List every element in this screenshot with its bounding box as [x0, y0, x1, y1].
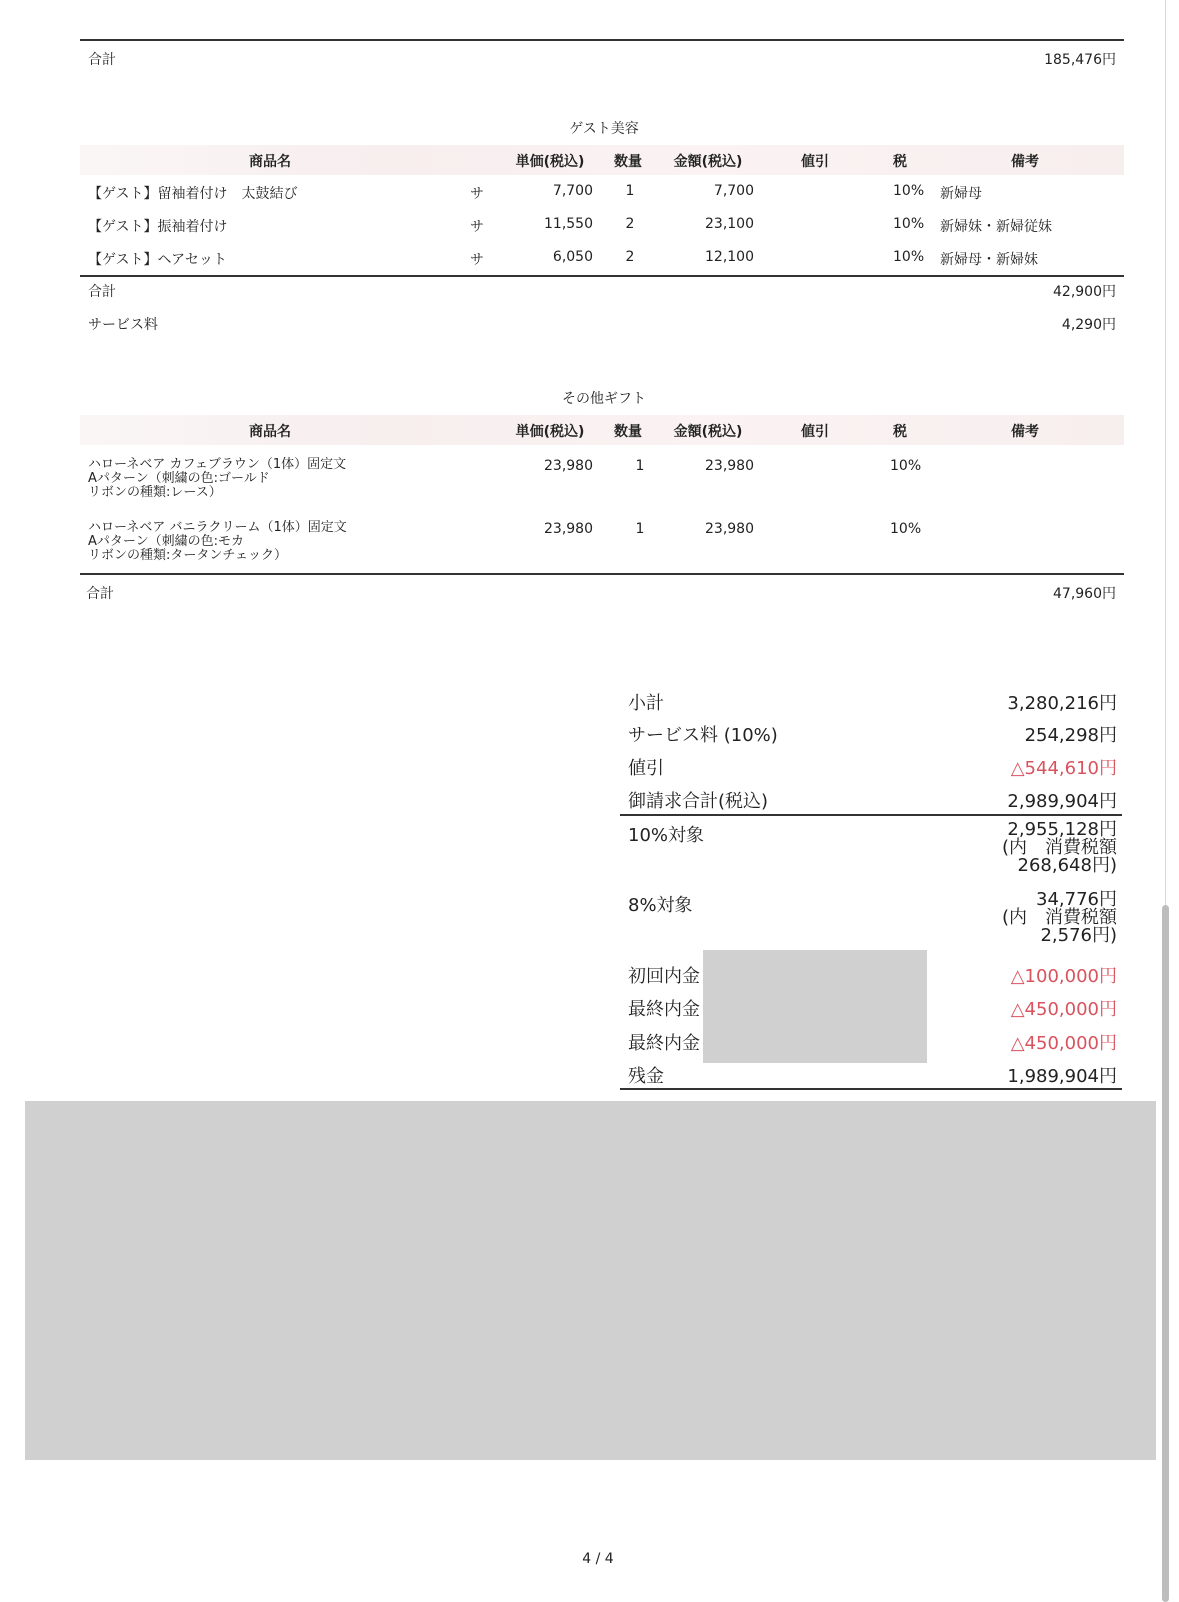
item-name-line1: ハローネベア バニラクリーム（1体）固定文 [88, 520, 347, 535]
item-note: 新婦妹・新婦従妹 [940, 219, 1052, 235]
col-header-unit: 単価(税込) [515, 154, 585, 170]
guest-beauty-service-value: 4,290円 [1061, 317, 1116, 333]
col-header-amount: 金額(税込) [673, 154, 743, 170]
item-qty: 1 [635, 521, 645, 537]
deposit-final-label: 最終内金 [628, 999, 700, 1020]
other-gifts-total-value: 47,960円 [1053, 586, 1116, 602]
item-name-line2: Aパターン（刺繍の色:ゴールド [88, 471, 270, 486]
guest-beauty-total-label: 合計 [88, 284, 116, 300]
tax10-tax-line2: 268,648円) [1017, 855, 1117, 876]
service-charge-label: サービス料 (10%) [628, 725, 778, 746]
divider [620, 1088, 1122, 1090]
item-name: 【ゲスト】ヘアセット [88, 252, 227, 268]
deposit-final-value: △450,000円 [1010, 999, 1117, 1020]
item-amount: 23,980 [705, 458, 754, 474]
subtotal-label: 小計 [628, 693, 664, 714]
tax8-tax-line2: 2,576円) [1040, 925, 1117, 946]
item-name-line3: リボンの種類:タータンチェック） [88, 548, 287, 563]
item-name: 【ゲスト】留袖着付け 太鼓結び [88, 186, 298, 202]
balance-label: 残金 [628, 1066, 664, 1087]
divider [80, 275, 1124, 277]
divider [80, 573, 1124, 575]
item-qty: 1 [625, 183, 635, 199]
item-code: サ [470, 252, 484, 268]
tax10-value: 2,955,128円 [1007, 819, 1117, 840]
tax8-value: 34,776円 [1036, 889, 1117, 910]
item-amount: 23,980 [705, 521, 754, 537]
item-qty: 2 [625, 216, 635, 232]
prev-total-value: 185,476円 [1044, 52, 1116, 68]
item-name-line1: ハローネベア カフェブラウン（1体）固定文 [88, 457, 347, 472]
item-name-line3: リボンの種類:レース） [88, 485, 222, 500]
tax8-label: 8%対象 [628, 895, 693, 916]
item-tax: 10% [890, 458, 922, 474]
divider [80, 39, 1124, 41]
col-header-qty: 数量 [614, 154, 642, 170]
item-code: サ [470, 219, 484, 235]
item-note: 新婦母 [940, 186, 982, 202]
deposit-first-label: 初回内金 [628, 966, 700, 987]
item-unit: 23,980 [544, 458, 593, 474]
item-tax: 10% [890, 521, 922, 537]
col-header-name: 商品名 [249, 154, 291, 170]
item-amount: 12,100 [705, 249, 754, 265]
item-unit: 7,700 [552, 183, 593, 199]
deposit-final-label: 最終内金 [628, 1033, 700, 1054]
col-header-qty: 数量 [614, 424, 642, 440]
col-header-discount: 値引 [801, 154, 829, 170]
item-qty: 2 [625, 249, 635, 265]
item-code: サ [470, 186, 484, 202]
page-number: 4 / 4 [582, 1551, 614, 1567]
billing-total-value: 2,989,904円 [1007, 791, 1117, 812]
guest-beauty-service-label: サービス料 [88, 317, 158, 333]
other-gifts-title: その他ギフト [562, 391, 646, 407]
guest-beauty-title: ゲスト美容 [569, 121, 639, 137]
deposit-first-value: △100,000円 [1010, 966, 1117, 987]
item-name-line2: Aパターン（刺繍の色:モカ [88, 534, 245, 549]
item-tax: 10% [893, 249, 925, 265]
col-header-tax: 税 [893, 154, 907, 170]
service-charge-value: 254,298円 [1024, 725, 1117, 746]
item-tax: 10% [893, 216, 925, 232]
redacted-area [25, 1101, 1156, 1460]
scrollbar-thumb[interactable] [1162, 905, 1169, 1602]
item-qty: 1 [635, 458, 645, 474]
billing-total-label: 御請求合計(税込) [628, 791, 769, 812]
prev-total-label: 合計 [88, 52, 116, 68]
guest-beauty-total-value: 42,900円 [1053, 284, 1116, 300]
item-amount: 23,100 [705, 216, 754, 232]
item-unit: 11,550 [544, 216, 593, 232]
col-header-note: 備考 [1011, 154, 1039, 170]
item-unit: 23,980 [544, 521, 593, 537]
item-note: 新婦母・新婦妹 [940, 252, 1038, 268]
divider [620, 814, 1122, 816]
item-name: 【ゲスト】振袖着付け [88, 219, 228, 235]
other-gifts-total-label: 合計 [86, 586, 114, 602]
deposit-final-value: △450,000円 [1010, 1033, 1117, 1054]
item-amount: 7,700 [713, 183, 754, 199]
tax8-tax-line1: (内 消費税額 [1001, 907, 1117, 928]
col-header-unit: 単価(税込) [515, 424, 585, 440]
col-header-name: 商品名 [249, 424, 291, 440]
tax10-tax-line1: (内 消費税額 [1001, 837, 1117, 858]
discount-label: 値引 [628, 758, 664, 779]
discount-value: △544,610円 [1010, 758, 1117, 779]
balance-value: 1,989,904円 [1007, 1066, 1117, 1087]
tax10-label: 10%対象 [628, 825, 705, 846]
subtotal-value: 3,280,216円 [1007, 693, 1117, 714]
col-header-tax: 税 [893, 424, 907, 440]
col-header-discount: 値引 [801, 424, 829, 440]
item-unit: 6,050 [552, 249, 593, 265]
col-header-amount: 金額(税込) [673, 424, 743, 440]
item-tax: 10% [893, 183, 925, 199]
redacted-area [703, 950, 927, 1063]
col-header-note: 備考 [1011, 424, 1039, 440]
